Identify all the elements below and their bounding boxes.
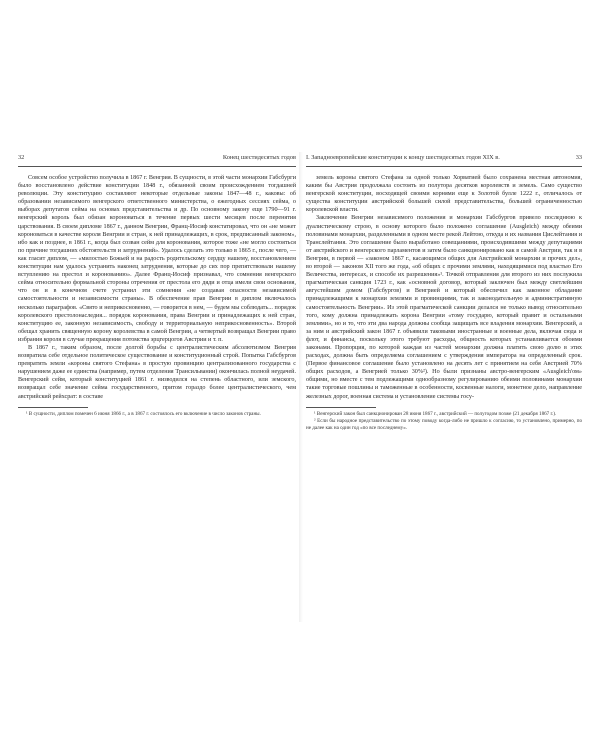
left-paragraph: В 1867 г., таким образом, после долгой борьбы с централистическим абсолютизмом Венгрия возвратила себе отдельное политическое существование и конституционный строй. Попытка Габсбургов превратить земли «короны святого Стефана» в простую провинцию централизованного государства с нарушением даже ее единства (например, путем отделения Трансильвании) окончилась полной неудачей. Венгерский сейм, который конституцией 1861 г. низводился на степень областного, или земского, возвращал себе значение сейма государственного, притом гораздо более централистического, чем австрийский рейхсрат: в составе: [18, 344, 296, 400]
right-page-number: 33: [575, 154, 582, 161]
book-spread: [18, 152, 582, 622]
right-running-head: I. Западноевропейские конституции к концу шестидесятых годов XIX в.: [306, 154, 500, 161]
footnote: ² Если бы народное представительство по этому поводу когда-либо не пришло к согласию, то установлено, примерно, по не далее как на один год «по все последнему».: [306, 418, 582, 431]
right-footnote-rule: [306, 407, 376, 408]
footnote: ¹ Венгерский закон был санкционирован 28 июня 1867 г., австрийский — полугодом позже (21 декабря 1867 г.).: [314, 410, 557, 417]
left-footnote-rule: [18, 407, 88, 408]
book-gutter: [299, 152, 303, 622]
right-paragraph: Заключение Венгрии независимого положения и монархии Габсбургов привело последнюю к дуалистическому строю, в основу которого было положено соглашение (Ausgleich) между обеими половинами монархии, разделенными в одном месте рекой Лейтою, откуда и их названия Цислейтания и Транслейтания. Это соглашение было выработано совещаниями, происходившими между депутациями от австрийского и венгерского парламентов и затем было санкционировано как в самой Австрии, так и в Венгрии, в первой — «законом 1867 г., касающимся общих для Австрийской монархии и прочих дел», во второй — законом XII того же года, «об общих с прочими землями, находящимися под властью Его Величества, интересах, и способе их разрешения»¹. Точкой отправления для второго из них послужила прагматическая санкция 1723 г., как «основной договор, который заключен был между светлейшим августейшим домом (Габсбургов) и Венгрией и который обеспечил как законное обладание принадлежащими к монархии землями и провинциями, так и законодательную и административную самостоятельность Венгрии». Из этой прагматической санкции делался не только вывод относительно того, кому должна принадлежать корона Венгрии «тому государю, который правит и остальными землями», но и то, что эти два народа должны сообща защищать все владения монархии. Венгерский, а за ним и австрийский закон 1867 г. объявили таковыми иностранные и военные дела, включая сюда и флот, и финансы, поскольку этого требуют расходы, общность которых устанавливается обоими законами. Пропорция, по которой каждая из частей монархии должна платить свою долю в этих расходах, должна быть определяема соглашением с утверждения императора на определенный срок. (Первое финансовое соглашение было установлено на десять лет с принятием на себя Австрией 70% общих расходов, а Венгрией только 30%²). Но были признаны австро-венгерским «Ausgleich'ом» общими, но вместе с тем подлежащими однообразному регулированию обеими половинами монархии такие торговые пошлины и таможенные в особенности, косвенные налоги, монетное дело, направление железных дорог, военная система и установление системы госу-: [306, 215, 582, 400]
left-page-body: [18, 174, 296, 401]
left-page-number: 32: [18, 154, 25, 161]
right-page-body: [306, 174, 582, 401]
right-paragraph: земель короны святого Стефана за одной только Хорватией было сохранена местная автономия, каким бы Австрия продолжала состоять из полутора десятков королевств и земель. Само существо венгерской конституции, восходящей своими корнями еще к Золотой булле 1222 г., отличалось от существа конституции австрийской большей силой представительства, большей ограниченностью королевской власти.: [306, 175, 582, 214]
right-page: [306, 152, 582, 622]
left-page-header: [18, 152, 296, 167]
left-running-head: Конец шестидесятых годов: [222, 154, 296, 161]
footnote: ¹ В сущности, диплом помечен 6 июня 1866 г., а в 1867 г. состоялось его включение в число законов страны.: [26, 410, 261, 417]
right-footnotes: [306, 411, 582, 432]
left-page: [18, 152, 296, 622]
left-paragraph: Совсем особое устройство получила в 1867 г. Венгрия. В сущности, в этой части монархии Габсбурги было восстановлено действие конституции 1848 г., обязанной своим происхождением тогдашней революции. Эту конституцию составляют некоторые отдельные законы 1847—48 г., каковы: об образовании независимого венгерского ответственного министерства, о ежегодных сессиях сейма, о выборах депутатов сейма на основах представительства и др. По основному закону еще 1790—91 г. венгерский король был обязан короноваться в течение первых шести месяцев после перенятия царствования. В своем дипломе 1867 г., данном Венгрии, Франц-Иосиф констатировал, что он «не может короноваться в качестве короля Венгрии и стран, к ней принадлежащих, в срок, предписанный законом», ибо как и позднее, в 1861 г., когда был созван сейм для коронования, которое тоже «не могло состояться по причине тогдашних обстоятельств и затруднений». Удалось сделать это только в 1865 г., после чего, — как гласит диплом, — «милостью Божьей и на радость родительскому сердцу нашему, восстановлением конституции нам удалось устранить наконец затруднения, которые до сих пор препятствовали нашему вступлению на престол и коронованию». Далее Франц-Иосиф признавал, что сомнения венгерского сейма относительно формальной стороны отречения от престола его дяди и отца имели свои основания, что он и в конечном счете устранил эти сомнения «не создавая опасности независимой самостоятельности и независимости страны». В обеспечение прав Венгрии в диплом включалось несколько параграфов. «Свято и неприкосновенно, — говорится в нем, — будем мы соблюдать... порядок королевского престолонаследия... порядок коронования, права Венгрии и принадлежащих к ней стран, конституцию ее, законную независимость, свободу и территориальную неприкосновенность». Второй обещал хранить священную корону королевства в самой Венгрии, а четвертый возвращал Венгрии право избрания короля в случае прекращения потомства эрцгерцогов Австрии и т. п.: [18, 175, 296, 343]
right-page-header: [306, 152, 582, 167]
left-footnotes: [18, 411, 296, 418]
